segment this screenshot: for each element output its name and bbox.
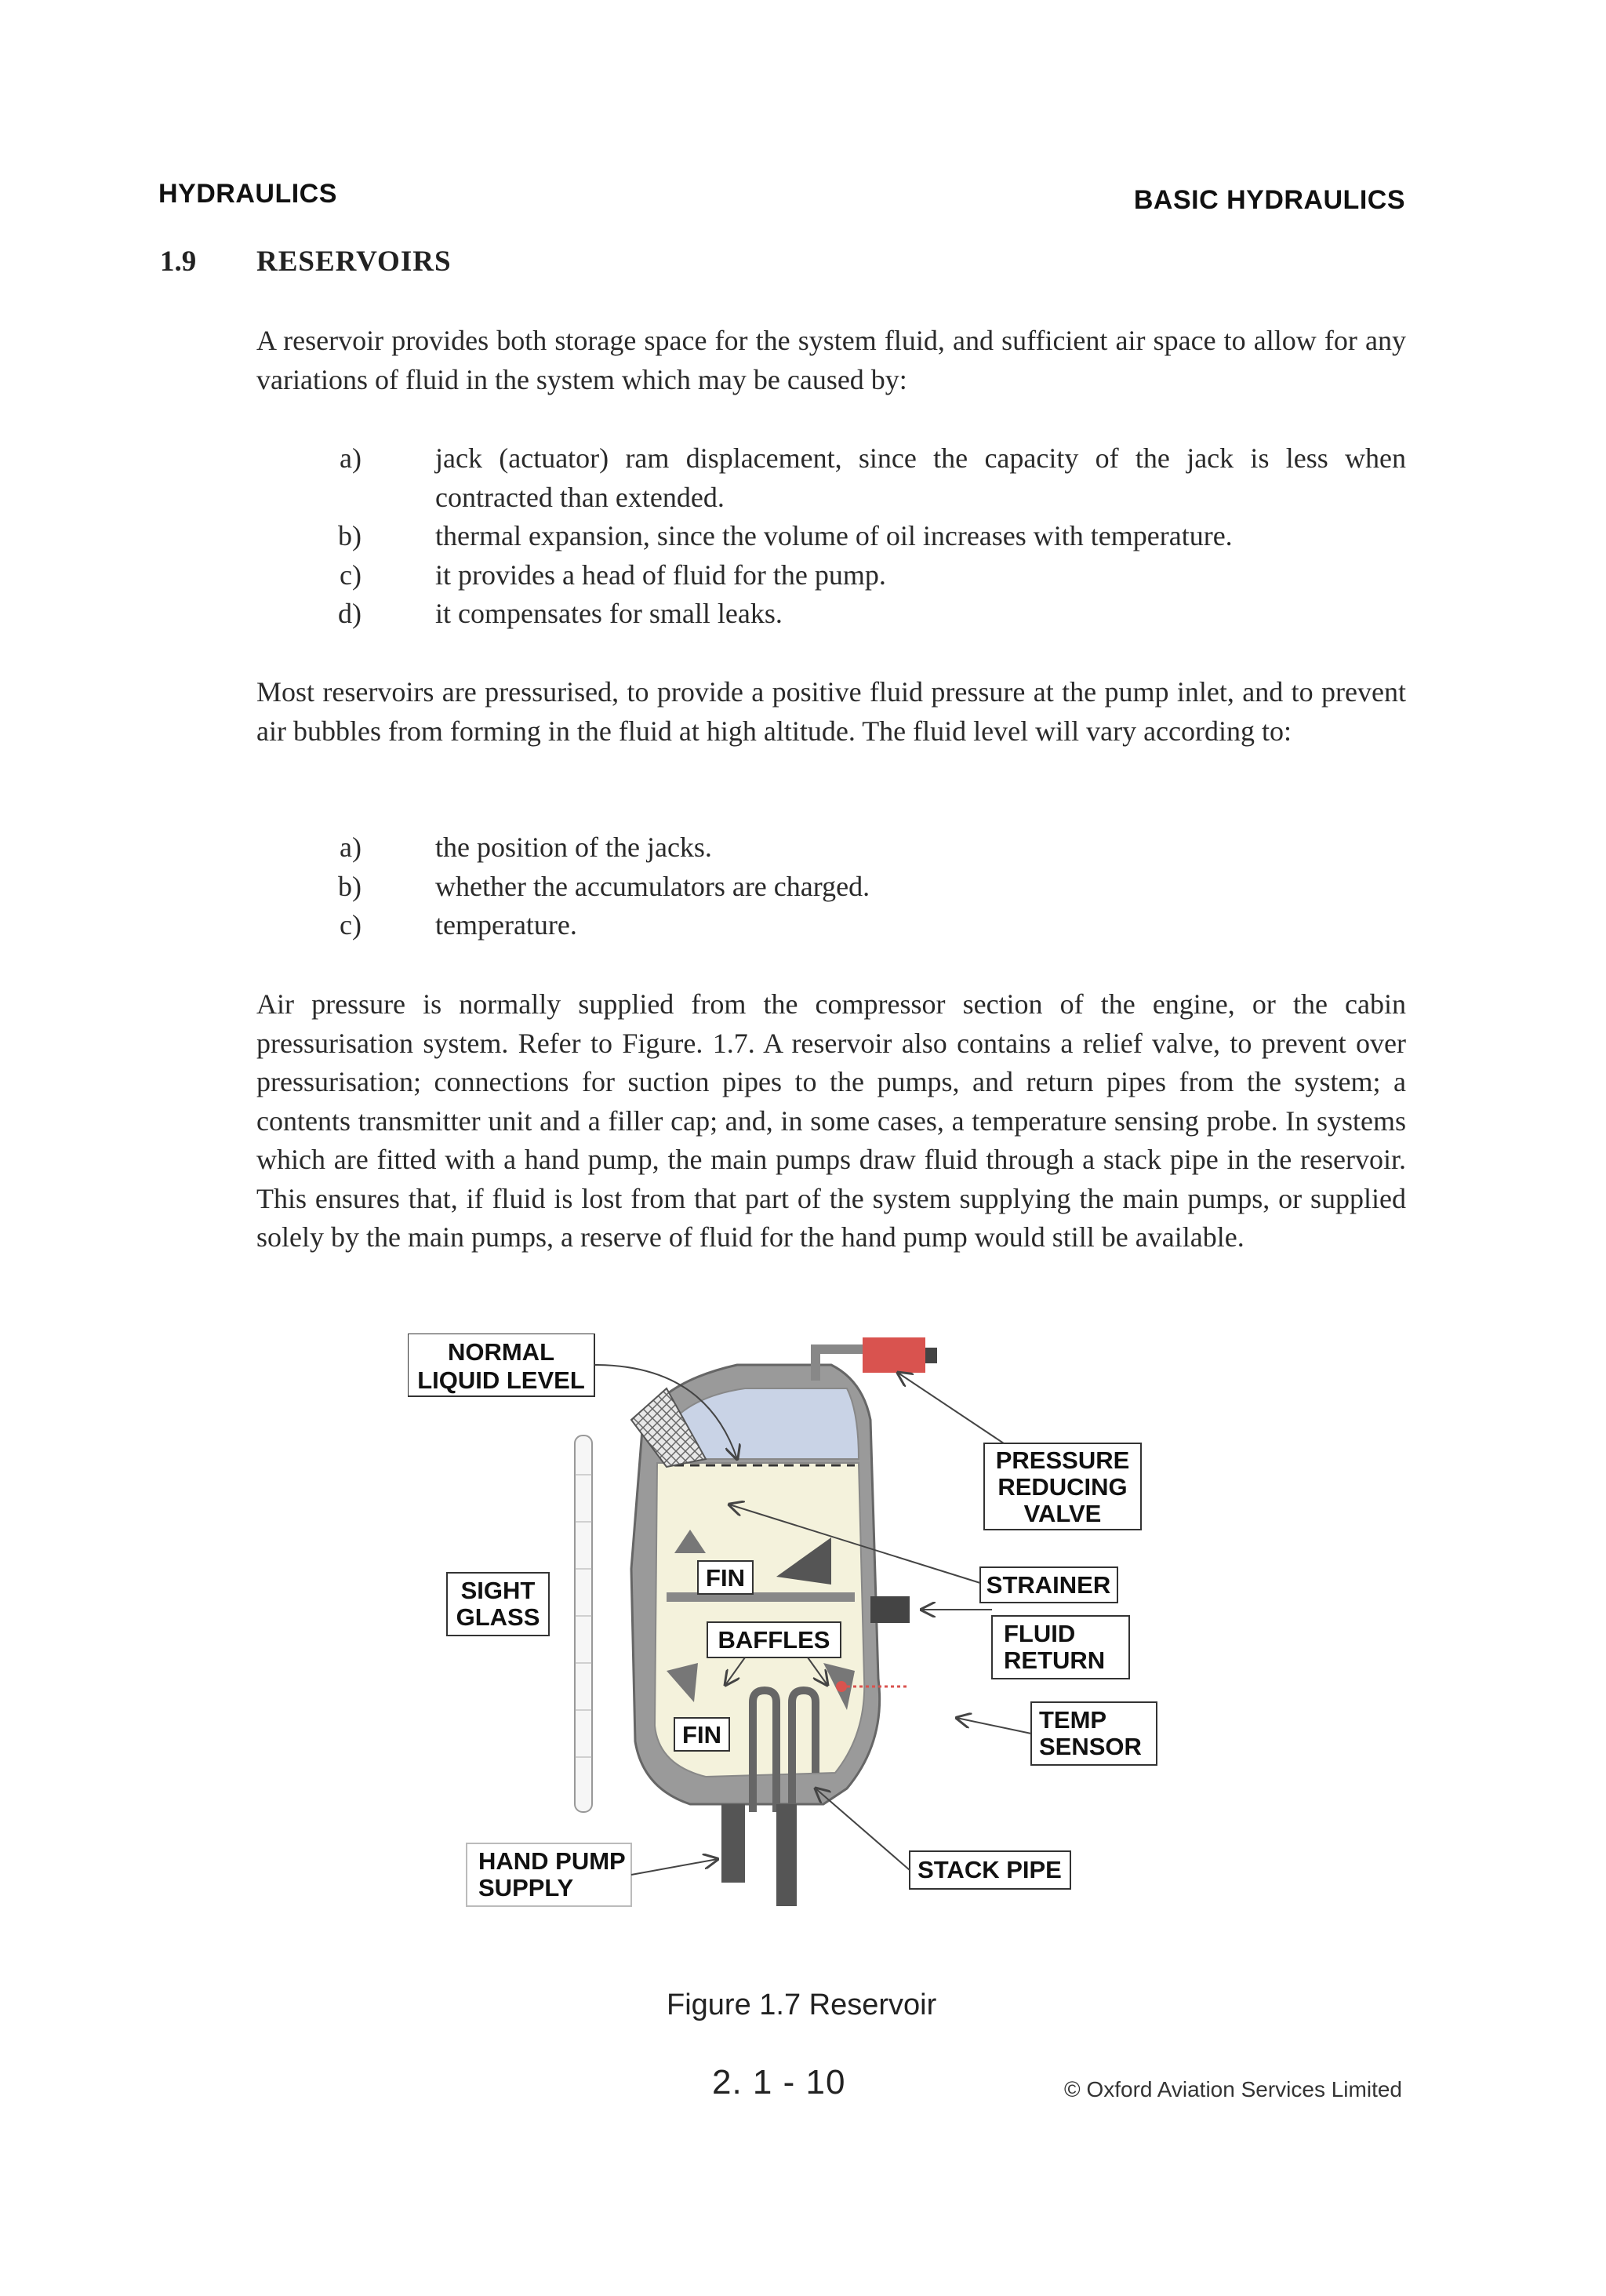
hand-pump-connector	[721, 1804, 745, 1883]
label-fin-upper	[698, 1561, 753, 1594]
label-strainer	[980, 1567, 1117, 1603]
list-item-label: b)	[338, 520, 362, 551]
svg-text:REDUCING: REDUCING	[997, 1473, 1128, 1501]
svg-text:BAFFLES: BAFFLES	[718, 1626, 830, 1654]
section-title: RESERVOIRS	[256, 246, 452, 278]
sight-glass-tube	[575, 1435, 592, 1812]
figure-caption: Figure 1.7 Reservoir	[667, 1989, 937, 2021]
svg-text:RETURN: RETURN	[1004, 1646, 1106, 1674]
list-item	[256, 556, 1406, 595]
svg-text:HAND PUMP: HAND PUMP	[478, 1847, 626, 1875]
label-baffles	[707, 1622, 841, 1657]
svg-text:FIN: FIN	[682, 1721, 721, 1748]
list-item-label: b)	[338, 870, 362, 902]
temp-sensor-probe	[836, 1681, 847, 1692]
label-fluid-return	[992, 1616, 1129, 1679]
baffle-bar	[667, 1592, 855, 1602]
label-stack-pipe	[910, 1851, 1070, 1889]
section-number: 1.9	[160, 246, 197, 278]
svg-text:SIGHT: SIGHT	[460, 1577, 536, 1604]
copyright: © Oxford Aviation Services Limited	[1064, 2077, 1402, 2101]
list-item-text: it compensates for small leaks.	[435, 598, 783, 629]
return-port	[870, 1596, 910, 1623]
svg-text:STRAINER: STRAINER	[986, 1571, 1111, 1599]
list-item-text: whether the accumulators are charged.	[435, 870, 870, 902]
svg-text:FIN: FIN	[706, 1564, 745, 1592]
svg-text:GLASS: GLASS	[456, 1603, 540, 1631]
svg-text:SUPPLY: SUPPLY	[478, 1874, 574, 1901]
list-item	[256, 868, 1406, 907]
reservoir-diagram	[408, 1334, 1200, 1930]
list-item-label: c)	[340, 559, 362, 591]
list-item	[256, 828, 1406, 868]
list-item-label: a)	[340, 831, 362, 863]
list-variations	[256, 439, 1406, 634]
list-item-text: the position of the jacks.	[435, 831, 712, 863]
pressure-valve	[863, 1337, 925, 1373]
svg-text:TEMP: TEMP	[1039, 1706, 1107, 1734]
svg-text:NORMAL: NORMAL	[447, 1338, 555, 1366]
svg-text:SENSOR: SENSOR	[1039, 1733, 1142, 1760]
list-item-text: jack (actuator) ram displacement, since the capacity of the jack is less when contracted than extended.	[435, 442, 1406, 513]
svg-text:LIQUID LEVEL: LIQUID LEVEL	[417, 1366, 585, 1394]
paragraph-intro: A reservoir provides both storage space for the system fluid, and sufficient air space to allow for any variations of fluid in the system which may be caused by:	[256, 325, 1406, 395]
label-fin-lower	[674, 1718, 729, 1751]
label-hand-pump-supply	[467, 1843, 631, 1906]
header-right: BASIC HYDRAULICS	[1133, 185, 1405, 215]
svg-text:VALVE: VALVE	[1023, 1500, 1102, 1527]
list-item	[256, 595, 1406, 634]
label-sight-glass	[447, 1573, 549, 1636]
list-item-text: temperature.	[435, 909, 577, 941]
list-item-text: thermal expansion, since the volume of oil increases with temperature.	[435, 520, 1233, 551]
paragraph-pressurised: Most reservoirs are pressurised, to provide a positive fluid pressure at the pump inlet, and to prevent air bubbles from forming in the fluid at high altitude. The fluid level will vary according to:	[256, 676, 1406, 747]
paragraph-air-pressure: Air pressure is normally supplied from the compressor section of the engine, or the cabin pressurisation system. Refer to Figure. 1.7. A reservoir also contains a relief valve, to prevent over pressurisation; connections for suction pipes to the pumps, and return pipes from the system; a contents transmitter unit and a filler cap; and, in some cases, a temperature sensing probe. In systems which are fitted with a hand pump, the main pumps draw fluid through a stack pipe in the reservoir. This ensures that, if fluid is lost from that part of the system supplying the main pumps, or supplied solely by the main pumps, a reserve of fluid for the hand pump would still be available.	[256, 988, 1406, 1253]
list-level-factors	[256, 828, 1406, 945]
svg-text:FLUID: FLUID	[1004, 1620, 1076, 1647]
label-pressure-reducing-valve	[984, 1443, 1141, 1530]
list-item-label: a)	[340, 442, 362, 474]
label-temp-sensor	[1031, 1702, 1157, 1765]
stack-pipe-connector	[776, 1804, 797, 1906]
list-item	[256, 439, 1406, 517]
header-left: HYDRAULICS	[158, 179, 337, 209]
list-item-label: d)	[338, 598, 362, 629]
list-item-label: c)	[340, 909, 362, 941]
page-number: 2. 1 - 10	[712, 2063, 846, 2101]
list-item	[256, 906, 1406, 945]
label-normal-liquid-level	[408, 1334, 594, 1396]
svg-text:STACK PIPE: STACK PIPE	[917, 1856, 1062, 1883]
svg-text:PRESSURE: PRESSURE	[995, 1446, 1130, 1474]
list-item	[256, 517, 1406, 556]
list-item-text: it provides a head of fluid for the pump.	[435, 559, 886, 591]
